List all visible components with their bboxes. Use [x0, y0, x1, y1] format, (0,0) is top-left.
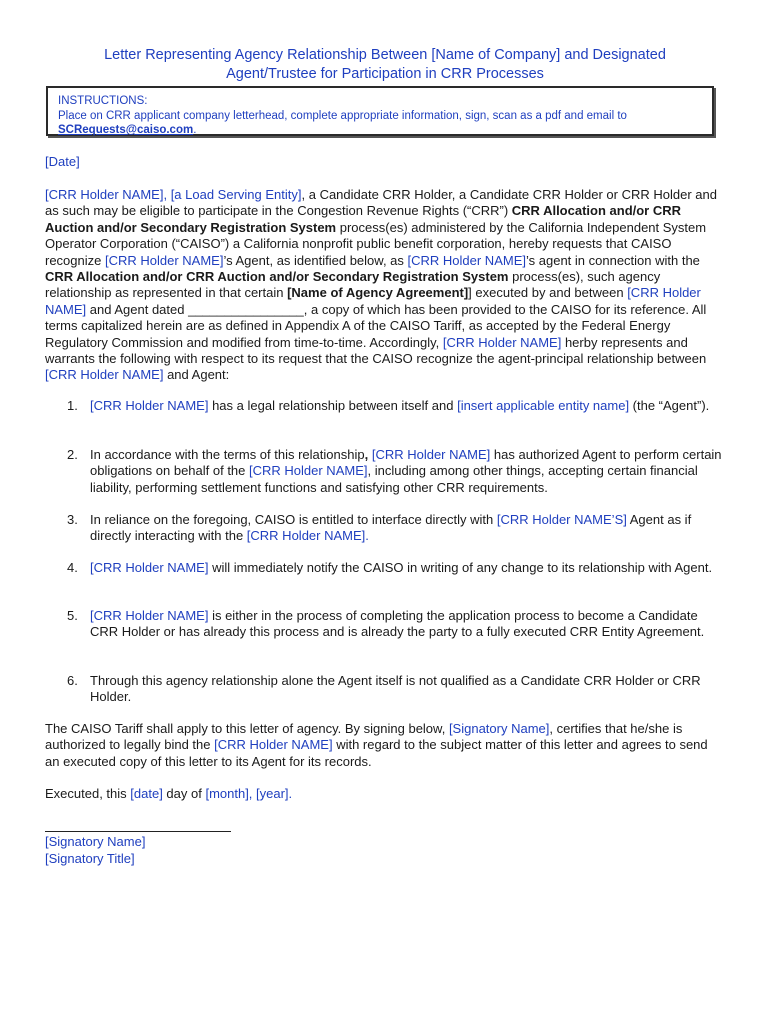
item-text: has authorized Agent to perform certain obligations on behalf of the — [90, 447, 722, 479]
date-field: [date] — [130, 786, 163, 801]
instructions-box — [46, 86, 714, 136]
para-text: ] executed by and between — [468, 285, 628, 301]
executed-line — [45, 786, 725, 802]
instructions-period: . — [193, 124, 197, 136]
holder-placeholder: [CRR Holder NAME] — [407, 252, 526, 268]
holder-placeholder: [CRR Holder NAME]. — [246, 528, 369, 544]
para-bold: CRR Allocation and/or CRR Auction and/or Secondary Registration System — [45, 203, 682, 235]
para-text: and Agent: — [163, 367, 230, 383]
letter-title — [45, 46, 725, 83]
para-text: and Agent dated ________________, a copy of which has been provided to the CAISO for its reference. All terms capitalized herein are as defined in Appendix A of the CAISO Tariff, as accepted by the Federal Energy Regulatory Commission and modified from time-to-time. Accordingly, — [45, 301, 707, 350]
para-text: process(es), such agency relationship as represented in that certain — [45, 269, 661, 301]
closing-text: The CAISO Tariff shall apply to this letter of agency. By signing below, — [45, 721, 449, 736]
signatory-title: [Signatory Title] — [45, 851, 135, 866]
holder-placeholder: [CRR Holder NAME] — [442, 334, 562, 350]
item-text: will immediately notify the CAISO in writing of any change to its relationship with Agent. — [208, 560, 713, 575]
list-number: 4. — [67, 560, 78, 575]
item-text: In accordance with the terms of this relationship — [90, 447, 365, 462]
title-line-2: Agent/Trustee for Participation in CRR Processes — [226, 65, 544, 82]
holder-placeholder: [CRR Holder NAME] — [104, 252, 224, 268]
closing-text: , certifies that he/she is authorized to legally bind the — [45, 721, 683, 753]
title-line-1: Letter Representing Agency Relationship Between [Name of Company] and Designated — [104, 47, 666, 63]
instructions-heading: INSTRUCTIONS: — [58, 95, 148, 107]
intro-paragraph — [45, 187, 725, 384]
list-number: 3. — [67, 512, 78, 527]
holder-placeholder: [CRR Holder NAME], [a Load Serving Entity] — [45, 187, 302, 202]
date-placeholder: [Date] — [45, 154, 80, 169]
holder-placeholder: [CRR Holder NAME] — [249, 463, 368, 479]
instructions-text — [58, 109, 712, 124]
para-text: ’s agent in connection with the — [525, 252, 700, 268]
para-bold: CRR Allocation and/or CRR Auction and/or Secondary Registration System — [45, 269, 509, 285]
closing-text: with regard to the subject matter of this letter and agrees to send an executed copy of this letter to its Agent for its records. — [45, 737, 708, 769]
agreement-name-placeholder: [Name of Agency Agreement] — [287, 285, 469, 301]
item-text: , — [364, 447, 369, 462]
para-text: process(es) administered by the California Independent System Operator Corporation (“CAISO”) a California nonprofit public benefit corporation, hereby requests that CAISO recognize — [45, 219, 707, 268]
holder-placeholder: [CRR Holder NAME] — [214, 737, 333, 753]
holder-placeholder: [CRR Holder NAME] — [90, 398, 209, 413]
holder-placeholder: [CRR Holder NAME] — [368, 447, 491, 462]
item-text: has a legal relationship between itself and — [208, 398, 458, 413]
para-text: , a Candidate CRR Holder, a Candidate CRR Holder or CRR Holder and as such may be eligible to participate in the Congestion Revenue Rights (“CRR”) — [45, 187, 717, 219]
email-link[interactable]: SCRequests@caiso.com — [58, 124, 194, 136]
holder-placeholder: [CRR Holder NAME] — [45, 367, 164, 383]
signatory-name: [Signatory Name] — [45, 834, 146, 849]
item-text: is either in the process of completing the application process to become a Candidate CRR Holder or has already this process and is already the party to a fully executed CRR Entity Agreement. — [90, 608, 705, 640]
item-text: , including among other things, accepting certain financial liability, performing settlement functions and satisfying other CRR requirements. — [90, 463, 698, 495]
holder-placeholder: [CRR Holder NAME’S] — [496, 512, 627, 527]
item-text: (the “Agent”). — [629, 398, 710, 413]
executed-text: day of — [162, 786, 206, 801]
holder-placeholder: [CRR Holder NAME] — [90, 608, 209, 623]
list-number: 6. — [67, 673, 78, 688]
item-text: Through this agency relationship alone the Agent itself is not qualified as a Candidate CRR Holder or CRR Holder. — [90, 673, 701, 705]
holder-placeholder: [CRR Holder NAME] — [45, 285, 701, 317]
holder-placeholder: [CRR Holder NAME] — [90, 560, 209, 575]
list-number: 2. — [67, 447, 78, 462]
instructions-body: Place on CRR applicant company letterhead, complete appropriate information, sign, scan as a pdf and email to — [58, 109, 627, 122]
executed-text: Executed, this — [45, 786, 131, 801]
month-year-field: [month], [year] — [205, 786, 289, 801]
closing-paragraph — [45, 721, 725, 770]
item-text: In reliance on the foregoing, CAISO is entitled to interface directly with — [90, 512, 497, 527]
para-text: ’s Agent, as identified below, as — [223, 252, 408, 268]
signatory-placeholder: [Signatory Name] — [448, 721, 550, 736]
item-text: Agent as if directly interacting with the — [90, 512, 692, 544]
entity-placeholder: [insert applicable entity name] — [457, 398, 630, 413]
list-number: 1. — [67, 398, 78, 413]
signature-line — [45, 831, 231, 832]
executed-period: . — [288, 786, 293, 801]
para-text: herby represents and warrants the following with respect to its request that the CAISO recognize the agent-principal relationship between — [45, 334, 707, 367]
list-number: 5. — [67, 608, 78, 623]
